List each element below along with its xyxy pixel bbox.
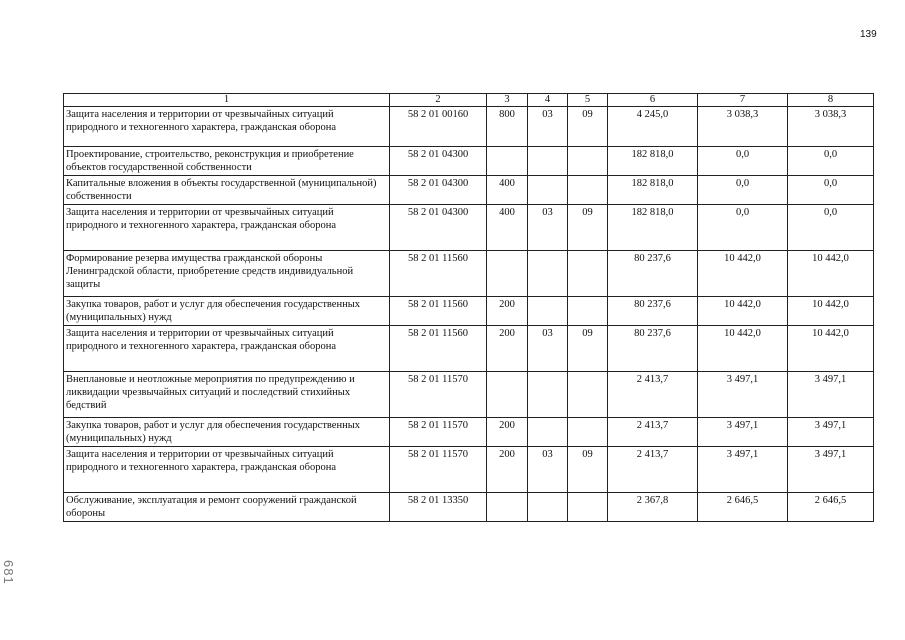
- section-cell: [528, 176, 568, 205]
- subsection-cell: [568, 251, 608, 297]
- subsection-cell: [568, 176, 608, 205]
- expense-type-cell: [487, 251, 528, 297]
- row-name-cell: Защита населения и территории от чрезвычайных ситуаций природного и техногенного характера, гражданская оборона: [64, 447, 390, 493]
- row-name-cell: Внеплановые и неотложные мероприятия по предупреждению и ликвидации чрезвычайных ситуаций и последствий стихийных бедствий: [64, 372, 390, 418]
- table-row: [64, 205, 874, 251]
- budget-code-cell: 58 2 01 11560: [390, 297, 487, 326]
- row-name-cell: Защита населения и территории от чрезвычайных ситуаций природного и техногенного характера, гражданская оборона: [64, 326, 390, 372]
- expense-type-cell: 200: [487, 297, 528, 326]
- budget-code-cell: 58 2 01 11570: [390, 372, 487, 418]
- subsection-cell: [568, 147, 608, 176]
- amount-col7-cell: 0,0: [698, 205, 788, 251]
- expense-type-cell: 200: [487, 326, 528, 372]
- column-header: 4: [528, 94, 568, 107]
- subsection-cell: 09: [568, 447, 608, 493]
- subsection-cell: [568, 493, 608, 522]
- amount-col6-cell: 2 367,8: [608, 493, 698, 522]
- amount-col6-cell: 2 413,7: [608, 372, 698, 418]
- expense-type-cell: [487, 493, 528, 522]
- amount-col8-cell: 0,0: [788, 176, 874, 205]
- section-cell: 03: [528, 107, 568, 147]
- amount-col6-cell: 2 413,7: [608, 447, 698, 493]
- row-name-cell: Защита населения и территории от чрезвычайных ситуаций природного и техногенного характера, гражданская оборона: [64, 205, 390, 251]
- amount-col8-cell: 0,0: [788, 147, 874, 176]
- table-row: [64, 107, 874, 147]
- expense-type-cell: 400: [487, 176, 528, 205]
- amount-col6-cell: 182 818,0: [608, 205, 698, 251]
- budget-code-cell: 58 2 01 04300: [390, 176, 487, 205]
- section-cell: [528, 251, 568, 297]
- column-header: 7: [698, 94, 788, 107]
- column-header: 6: [608, 94, 698, 107]
- side-margin-mark: 681: [1, 560, 16, 585]
- expense-type-cell: 200: [487, 447, 528, 493]
- budget-code-cell: 58 2 01 13350: [390, 493, 487, 522]
- table-row: [64, 251, 874, 297]
- amount-col7-cell: 3 497,1: [698, 372, 788, 418]
- budget-code-cell: 58 2 01 00160: [390, 107, 487, 147]
- column-header: 2: [390, 94, 487, 107]
- column-header: 1: [64, 94, 390, 107]
- budget-table: [63, 93, 874, 522]
- amount-col8-cell: 3 497,1: [788, 372, 874, 418]
- section-cell: [528, 493, 568, 522]
- amount-col7-cell: 10 442,0: [698, 251, 788, 297]
- amount-col6-cell: 80 237,6: [608, 251, 698, 297]
- row-name-cell: Защита населения и территории от чрезвычайных ситуаций природного и техногенного характера, гражданская оборона: [64, 107, 390, 147]
- expense-type-cell: 800: [487, 107, 528, 147]
- amount-col7-cell: 0,0: [698, 147, 788, 176]
- amount-col7-cell: 3 497,1: [698, 418, 788, 447]
- row-name-cell: Закупка товаров, работ и услуг для обеспечения государственных (муниципальных) нужд: [64, 418, 390, 447]
- amount-col8-cell: 3 497,1: [788, 418, 874, 447]
- budget-code-cell: 58 2 01 11570: [390, 447, 487, 493]
- table-row: [64, 297, 874, 326]
- section-cell: 03: [528, 447, 568, 493]
- expense-type-cell: 200: [487, 418, 528, 447]
- subsection-cell: [568, 372, 608, 418]
- amount-col6-cell: 80 237,6: [608, 297, 698, 326]
- budget-code-cell: 58 2 01 04300: [390, 147, 487, 176]
- amount-col6-cell: 182 818,0: [608, 176, 698, 205]
- amount-col6-cell: 80 237,6: [608, 326, 698, 372]
- amount-col8-cell: 10 442,0: [788, 297, 874, 326]
- amount-col8-cell: 3 038,3: [788, 107, 874, 147]
- header-row: [64, 94, 874, 107]
- row-name-cell: Капитальные вложения в объекты государственной (муниципальной) собственности: [64, 176, 390, 205]
- amount-col6-cell: 182 818,0: [608, 147, 698, 176]
- amount-col7-cell: 0,0: [698, 176, 788, 205]
- amount-col8-cell: 3 497,1: [788, 447, 874, 493]
- amount-col8-cell: 0,0: [788, 205, 874, 251]
- row-name-cell: Проектирование, строительство, реконструкция и приобретение объектов государственной собственности: [64, 147, 390, 176]
- section-cell: [528, 372, 568, 418]
- subsection-cell: [568, 418, 608, 447]
- expense-type-cell: [487, 372, 528, 418]
- column-header: 8: [788, 94, 874, 107]
- budget-code-cell: 58 2 01 11570: [390, 418, 487, 447]
- subsection-cell: [568, 297, 608, 326]
- row-name-cell: Закупка товаров, работ и услуг для обеспечения государственных (муниципальных) нужд: [64, 297, 390, 326]
- table-row: [64, 372, 874, 418]
- amount-col7-cell: 2 646,5: [698, 493, 788, 522]
- table-row: [64, 147, 874, 176]
- budget-code-cell: 58 2 01 11560: [390, 326, 487, 372]
- amount-col7-cell: 3 497,1: [698, 447, 788, 493]
- table-row: [64, 176, 874, 205]
- section-cell: 03: [528, 205, 568, 251]
- section-cell: 03: [528, 326, 568, 372]
- subsection-cell: 09: [568, 326, 608, 372]
- amount-col8-cell: 2 646,5: [788, 493, 874, 522]
- column-header: 3: [487, 94, 528, 107]
- table-row: [64, 493, 874, 522]
- section-cell: [528, 418, 568, 447]
- amount-col8-cell: 10 442,0: [788, 326, 874, 372]
- section-cell: [528, 147, 568, 176]
- expense-type-cell: 400: [487, 205, 528, 251]
- amount-col7-cell: 10 442,0: [698, 297, 788, 326]
- budget-code-cell: 58 2 01 11560: [390, 251, 487, 297]
- table-row: [64, 447, 874, 493]
- row-name-cell: Формирование резерва имущества гражданской обороны Ленинградской области, приобретение средств индивидуальной защиты: [64, 251, 390, 297]
- section-cell: [528, 297, 568, 326]
- amount-col7-cell: 10 442,0: [698, 326, 788, 372]
- expense-type-cell: [487, 147, 528, 176]
- subsection-cell: 09: [568, 205, 608, 251]
- amount-col6-cell: 4 245,0: [608, 107, 698, 147]
- page-number: 139: [860, 29, 877, 40]
- row-name-cell: Обслуживание, эксплуатация и ремонт сооружений гражданской обороны: [64, 493, 390, 522]
- amount-col8-cell: 10 442,0: [788, 251, 874, 297]
- table-row: [64, 326, 874, 372]
- budget-code-cell: 58 2 01 04300: [390, 205, 487, 251]
- amount-col7-cell: 3 038,3: [698, 107, 788, 147]
- subsection-cell: 09: [568, 107, 608, 147]
- amount-col6-cell: 2 413,7: [608, 418, 698, 447]
- table-row: [64, 418, 874, 447]
- column-header: 5: [568, 94, 608, 107]
